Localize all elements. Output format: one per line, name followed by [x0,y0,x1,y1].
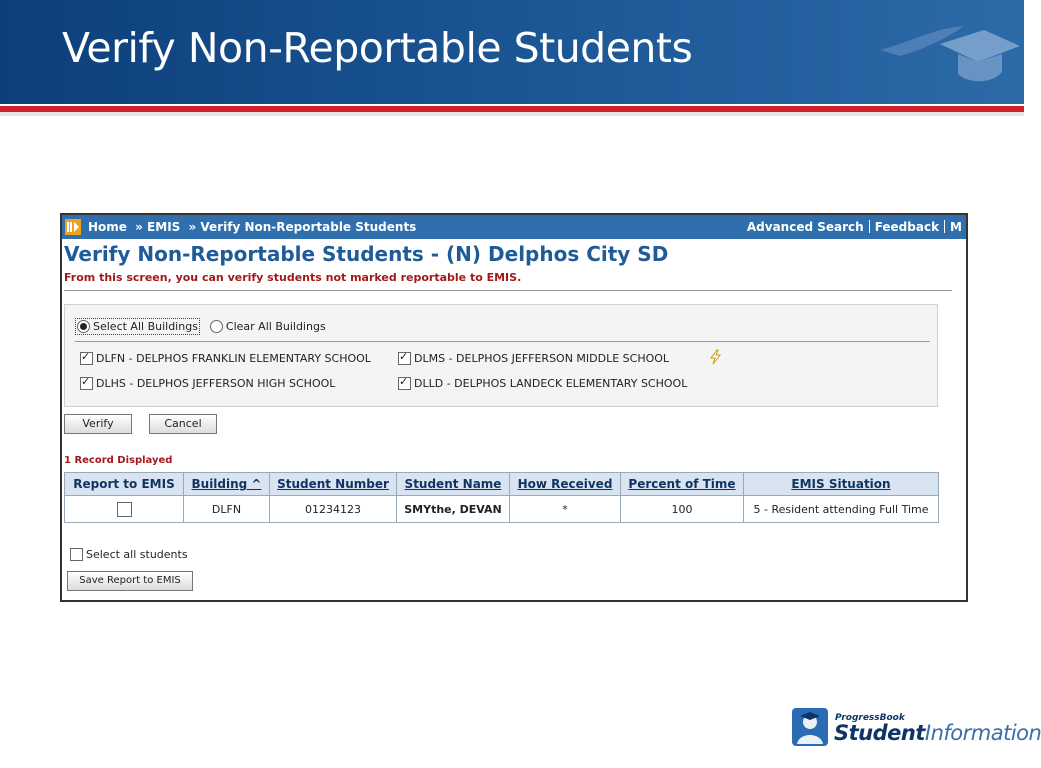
building-checkbox-dlms[interactable] [398,352,411,365]
top-nav-bar [62,215,966,239]
breadcrumb-emis[interactable]: » EMIS [135,220,181,234]
logo-progressbook-text: ProgressBook [835,713,905,723]
building-checkbox-dlfn[interactable] [80,352,93,365]
student-name-link[interactable]: SMYthe, DEVAN [397,496,510,523]
divider [64,290,952,291]
select-all-students-label: Select all students [86,548,188,561]
building-label-dlfn: DLFN - DELPHOS FRANKLIN ELEMENTARY SCHOOL [96,352,371,365]
logo-wordmark [834,721,1041,745]
nav-links [747,220,962,234]
slide-header [0,0,1024,104]
student-number-cell: 01234123 [270,496,397,523]
building-option-dlhs[interactable] [80,377,335,390]
breadcrumb-home[interactable]: Home [88,220,127,234]
slide-title: Verify Non-Reportable Students [62,24,693,72]
building-checkbox-dlld[interactable] [398,377,411,390]
nav-divider [944,220,945,233]
menu-toggle-icon[interactable] [65,219,81,235]
header-grey-stripe [0,112,1024,116]
clear-all-buildings-radio[interactable] [210,320,223,333]
building-option-dlms[interactable] [398,352,669,365]
column-header-student-name[interactable] [397,473,510,496]
select-all-buildings-radio[interactable] [77,320,90,333]
column-header-student-number[interactable] [270,473,397,496]
building-selection-box [64,304,938,407]
report-to-emis-cell [65,496,184,523]
emis-situation-cell: 5 - Resident attending Full Time [744,496,939,523]
lightning-bolt-icon[interactable] [709,350,721,364]
column-header-student-name-label[interactable]: Student Name [404,477,502,491]
select-all-students-checkbox[interactable] [70,548,83,561]
percent-of-time-cell: 100 [621,496,744,523]
building-checkbox-dlhs[interactable] [80,377,93,390]
feedback-link[interactable]: Feedback [874,220,940,234]
building-select-options [75,318,326,335]
breadcrumb [88,220,420,234]
graduation-cap-icon [880,14,1020,94]
column-header-emis-situation[interactable] [744,473,939,496]
save-report-to-emis-button[interactable]: Save Report to EMIS [67,571,193,591]
clear-all-buildings-label: Clear All Buildings [225,320,326,333]
report-to-emis-checkbox[interactable] [117,502,132,517]
column-header-student-number-label[interactable]: Student Number [277,477,389,491]
select-all-buildings-option[interactable] [75,318,200,335]
screenshot-panel [60,213,968,602]
nav-divider [869,220,870,233]
breadcrumb-current[interactable]: » Verify Non-Reportable Students [188,220,417,234]
verify-button[interactable]: Verify [64,414,132,434]
column-header-report: Report to EMIS [65,473,184,496]
column-header-percent-of-time-label[interactable]: Percent of Time [628,477,736,491]
how-received-cell: * [510,496,621,523]
column-header-building[interactable] [184,473,270,496]
advanced-search-link[interactable]: Advanced Search [746,220,864,234]
building-label-dlms: DLMS - DELPHOS JEFFERSON MIDDLE SCHOOL [414,352,670,365]
column-header-how-received-label[interactable]: How Received [517,477,613,491]
column-header-how-received[interactable] [510,473,621,496]
record-count: 1 Record Displayed [64,455,173,466]
students-table [64,472,939,523]
cancel-button[interactable]: Cancel [149,414,217,434]
logo-student-text: Student [834,721,925,745]
building-label-dlhs: DLHS - DELPHOS JEFFERSON HIGH SCHOOL [96,377,336,390]
page-subtitle: From this screen, you can verify students not marked reportable to EMIS. [64,271,522,284]
logo-information-text: Information [924,721,1041,745]
student-avatar-icon [792,708,828,746]
column-header-percent-of-time[interactable] [621,473,744,496]
table-header-row [65,473,939,496]
select-all-students-option[interactable] [70,548,188,561]
divider [75,341,930,342]
select-all-buildings-label: Select All Buildings [93,320,198,333]
column-header-building-label[interactable]: Building ^ [191,477,262,491]
building-option-dlfn[interactable] [80,352,371,365]
progressbook-logo [792,708,1041,748]
column-header-emis-situation-label[interactable]: EMIS Situation [791,477,891,491]
building-cell: DLFN [184,496,270,523]
building-label-dlld: DLLD - DELPHOS LANDECK ELEMENTARY SCHOOL [414,377,688,390]
page-title: Verify Non-Reportable Students - (N) Delphos City SD [64,242,669,266]
more-link[interactable]: M [950,220,962,234]
building-option-dlld[interactable] [398,377,687,390]
table-row [65,496,939,523]
